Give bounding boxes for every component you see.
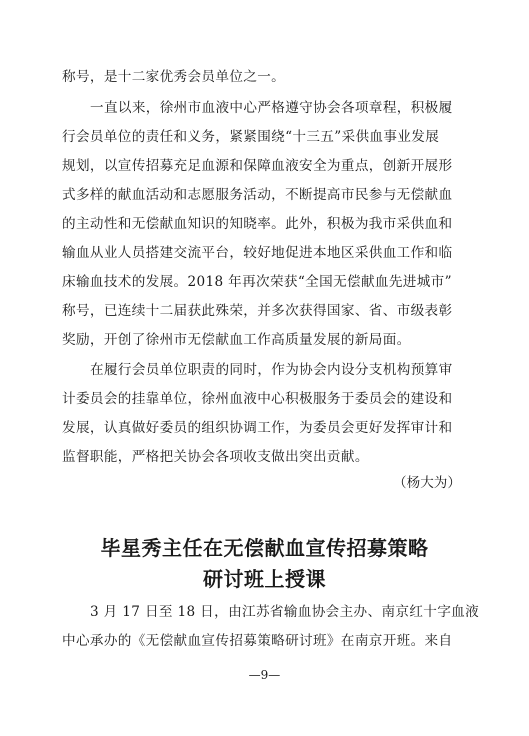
text-line: 在履行会员单位职责的同时，作为协会内设分支机构预算审: [90, 362, 453, 378]
text-line: 计委员会的挂靠单位，徐州血液中心积极服务于委员会的建设和: [62, 391, 453, 407]
text-line: 行会员单位的责任和义务，紧紧围绕“十三五”采供血事业发展: [62, 129, 440, 145]
text-line: 一直以来，徐州市血液中心严格遵守协会各项章程，积极履: [90, 100, 453, 116]
article-title-line-1: 毕星秀主任在无偿献血宣传招募策略: [100, 536, 429, 560]
text-line: 称号，已连续十二届获此殊荣，并多次获得国家、省、市级表彰: [62, 303, 453, 319]
author-signature: （杨大为）: [393, 475, 461, 491]
text-line: 奖励，开创了徐州市无偿献血工作高质量发展的新局面。: [62, 332, 411, 348]
page-number: —9—: [248, 668, 281, 682]
text-line: 规划，以宣传招募充足血源和保障血液安全为重点，创新开展形: [62, 158, 453, 174]
text-line: 称号，是十二家优秀会员单位之一。: [62, 69, 286, 85]
text-line: 输血从业人员搭建交流平台，较好地促进本地区采供血工作和临: [62, 245, 453, 261]
text-line: 监督职能，严格把关协会各项收支做出突出贡献。: [62, 449, 369, 465]
article-title-line-2: 研讨班上授课: [203, 567, 326, 591]
text-line: 床输血技术的发展。2018 年再次荣获“全国无偿献血先进城市”: [62, 274, 452, 290]
text-line: 3 月 17 日至 18 日，由江苏省输血协会主办、南京红十字血液: [90, 604, 480, 620]
text-line: 式多样的献血活动和志愿服务活动，不断提高市民参与无偿献血: [62, 187, 453, 203]
text-line: 的主动性和无偿献血知识的知晓率。此外，积极为我市采供血和: [62, 216, 453, 232]
text-line: 中心承办的《无偿献血宣传招募策略研讨班》在南京开班。来自: [62, 633, 453, 649]
text-line: 发展，认真做好委员的组织协调工作，为委员会更好发挥审计和: [62, 420, 453, 436]
